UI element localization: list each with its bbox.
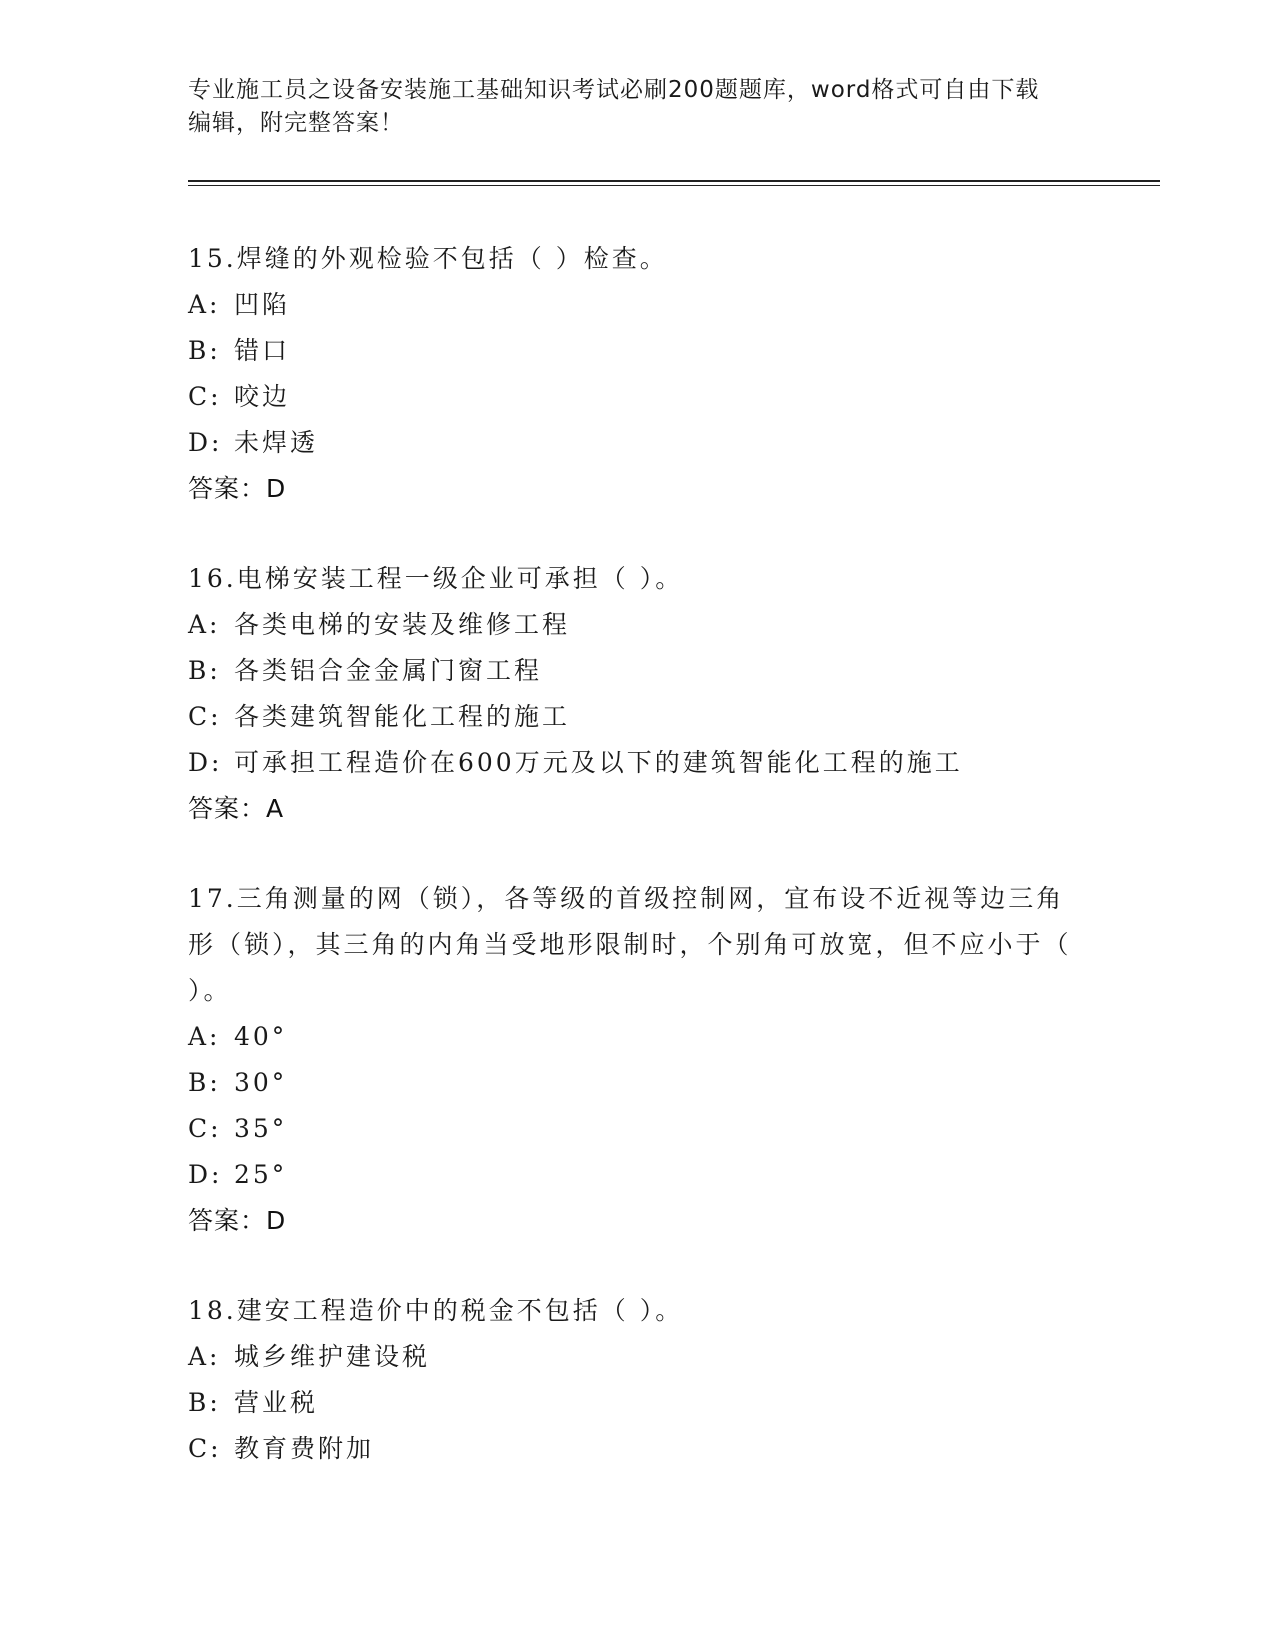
answer-line: 答案：D [188, 474, 287, 503]
option-text: 各类建筑智能化工程的施工 [234, 702, 571, 731]
option-text: 各类电梯的安装及维修工程 [234, 610, 571, 639]
option-label: A: [188, 1022, 221, 1051]
option-d [188, 740, 1088, 786]
option-c [188, 694, 1088, 740]
header-title-line-2: 编辑，附完整答案！ [188, 110, 404, 136]
option-c [188, 1106, 1088, 1152]
option-text: 可承担工程造价在600万元及以下的建筑智能化工程的施工 [234, 748, 963, 777]
option-a [188, 602, 1088, 648]
question-16 [188, 556, 1088, 832]
option-d [188, 420, 1088, 466]
answer-line: 答案：A [188, 794, 285, 823]
header-title-line-1: 专业施工员之设备安装施工基础知识考试必刷200题题库，word格式可自由下载 [188, 77, 1040, 103]
option-label: D: [188, 1160, 223, 1189]
option-label: A: [188, 610, 221, 639]
option-text: 咬边 [234, 382, 291, 411]
option-label: A: [188, 1342, 221, 1371]
option-label: C: [188, 382, 222, 411]
option-label: A: [188, 290, 221, 319]
option-text: 未焊透 [234, 428, 319, 457]
question-stem: 17.三角测量的网（锁），各等级的首级控制网，宜布设不近视等边三角形（锁），其三角的内角当受地形限制时，个别角可放宽，但不应小于（ ）。 [188, 884, 1072, 1005]
option-label: B: [188, 1068, 221, 1097]
option-b [188, 328, 1088, 374]
question-list [188, 236, 1088, 1516]
option-c [188, 1426, 1088, 1472]
header-divider-thin [188, 185, 1160, 186]
option-b [188, 648, 1088, 694]
question-15 [188, 236, 1088, 512]
option-label: B: [188, 656, 221, 685]
option-text: 城乡维护建设税 [234, 1342, 431, 1371]
option-a [188, 282, 1088, 328]
option-b [188, 1380, 1088, 1426]
option-label: C: [188, 1434, 222, 1463]
header-divider-thick [188, 180, 1160, 182]
option-a [188, 1014, 1088, 1060]
option-label: D: [188, 748, 223, 777]
option-d [188, 1152, 1088, 1198]
option-label: C: [188, 702, 222, 731]
question-18 [188, 1288, 1088, 1472]
question-stem: 18.建安工程造价中的税金不包括（ ）。 [188, 1296, 684, 1325]
option-text: 营业税 [234, 1388, 319, 1417]
question-stem: 16.电梯安装工程一级企业可承担（ ）。 [188, 564, 684, 593]
document-header [188, 74, 1068, 140]
option-label: B: [188, 1388, 221, 1417]
option-text: 25° [234, 1160, 288, 1189]
answer-line: 答案：D [188, 1206, 287, 1235]
option-b [188, 1060, 1088, 1106]
option-text: 各类铝合金金属门窗工程 [234, 656, 543, 685]
option-a [188, 1334, 1088, 1380]
option-text: 40° [234, 1022, 288, 1051]
question-stem: 15.焊缝的外观检验不包括（ ）检查。 [188, 244, 668, 273]
option-text: 教育费附加 [234, 1434, 375, 1463]
option-label: B: [188, 336, 221, 365]
option-text: 凹陷 [234, 290, 291, 319]
question-17 [188, 876, 1088, 1244]
option-text: 35° [234, 1114, 288, 1143]
option-text: 30° [234, 1068, 288, 1097]
option-text: 错口 [234, 336, 291, 365]
option-c [188, 374, 1088, 420]
option-label: C: [188, 1114, 222, 1143]
option-label: D: [188, 428, 223, 457]
